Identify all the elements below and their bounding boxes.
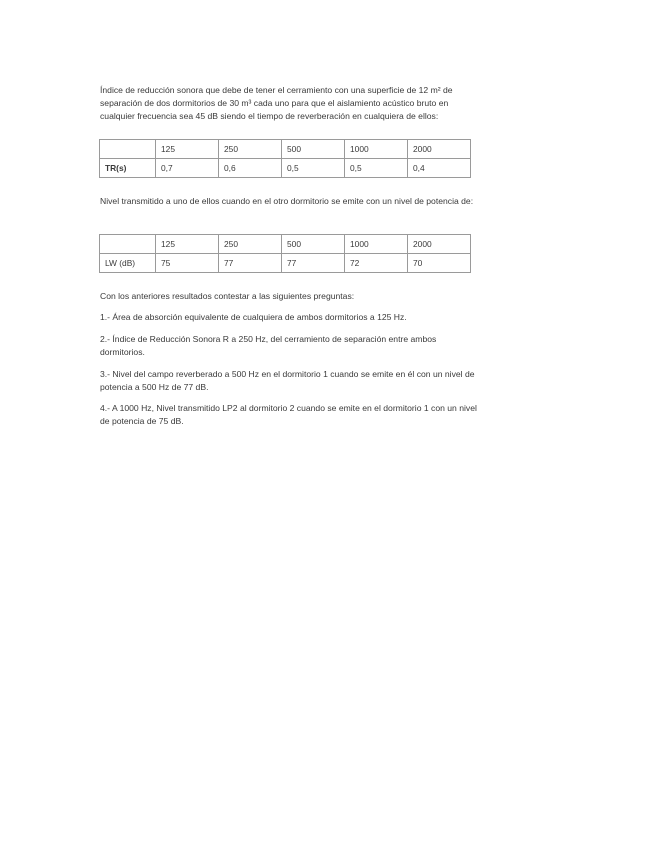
- question-4: 4.- A 1000 Hz, Nivel transmitido LP2 al dormitorio 2 cuando se emite en el dormitorio 1 con un nivel de potencia de 75 dB.: [100, 403, 477, 426]
- table-cell: 2000: [408, 235, 471, 254]
- table-cell: 250: [219, 140, 282, 159]
- transmitted-level-paragraph: Nivel transmitido a uno de ellos cuando en el otro dormitorio se emite con un nivel de potencia de:: [100, 196, 474, 206]
- table-cell: 77: [219, 254, 282, 273]
- table-header-row: [100, 235, 471, 254]
- reverberation-time-table: [99, 139, 471, 178]
- intro-paragraph: Índice de reducción sonora que debe de tener el cerramiento con una superficie de 12 m² de separación de dos dormitorios de 30 m³ cada uno para que el aislamiento acústico bruto en cualquier frecuencia sea 45 dB siendo el tiempo de reverberación en cualquiera de ellos:: [100, 85, 453, 121]
- table-cell: [100, 235, 156, 254]
- table-cell: 75: [156, 254, 219, 273]
- table-header-row: [100, 140, 471, 159]
- table-row: [100, 254, 471, 273]
- table-cell: 1000: [345, 140, 408, 159]
- table-cell: 70: [408, 254, 471, 273]
- table-cell: 500: [282, 140, 345, 159]
- instructions-paragraph: Con los anteriores resultados contestar a las siguientes preguntas:: [100, 291, 355, 301]
- table-row: [100, 159, 471, 178]
- power-level-table: [99, 234, 471, 273]
- table-cell: [100, 140, 156, 159]
- table-cell: 0,5: [282, 159, 345, 178]
- table-cell: 500: [282, 235, 345, 254]
- table-cell: 250: [219, 235, 282, 254]
- table-cell: 125: [156, 140, 219, 159]
- table-row-label: TR(s): [100, 159, 156, 178]
- question-1: 1.- Área de absorción equivalente de cualquiera de ambos dormitorios a 125 Hz.: [100, 312, 407, 322]
- table-cell: 0,7: [156, 159, 219, 178]
- table-cell: 2000: [408, 140, 471, 159]
- table-cell: 0,6: [219, 159, 282, 178]
- table-cell: 77: [282, 254, 345, 273]
- table-cell: 0,5: [345, 159, 408, 178]
- question-2: 2.- Índice de Reducción Sonora R a 250 Hz, del cerramiento de separación entre ambos dormitorios.: [100, 334, 437, 357]
- table-cell: 1000: [345, 235, 408, 254]
- table-row-label: LW (dB): [100, 254, 156, 273]
- table-cell: 0,4: [408, 159, 471, 178]
- question-3: 3.- Nivel del campo reverberado a 500 Hz en el dormitorio 1 cuando se emite en él con un nivel de potencia a 500 Hz de 77 dB.: [100, 369, 475, 392]
- table-cell: 125: [156, 235, 219, 254]
- table-cell: 72: [345, 254, 408, 273]
